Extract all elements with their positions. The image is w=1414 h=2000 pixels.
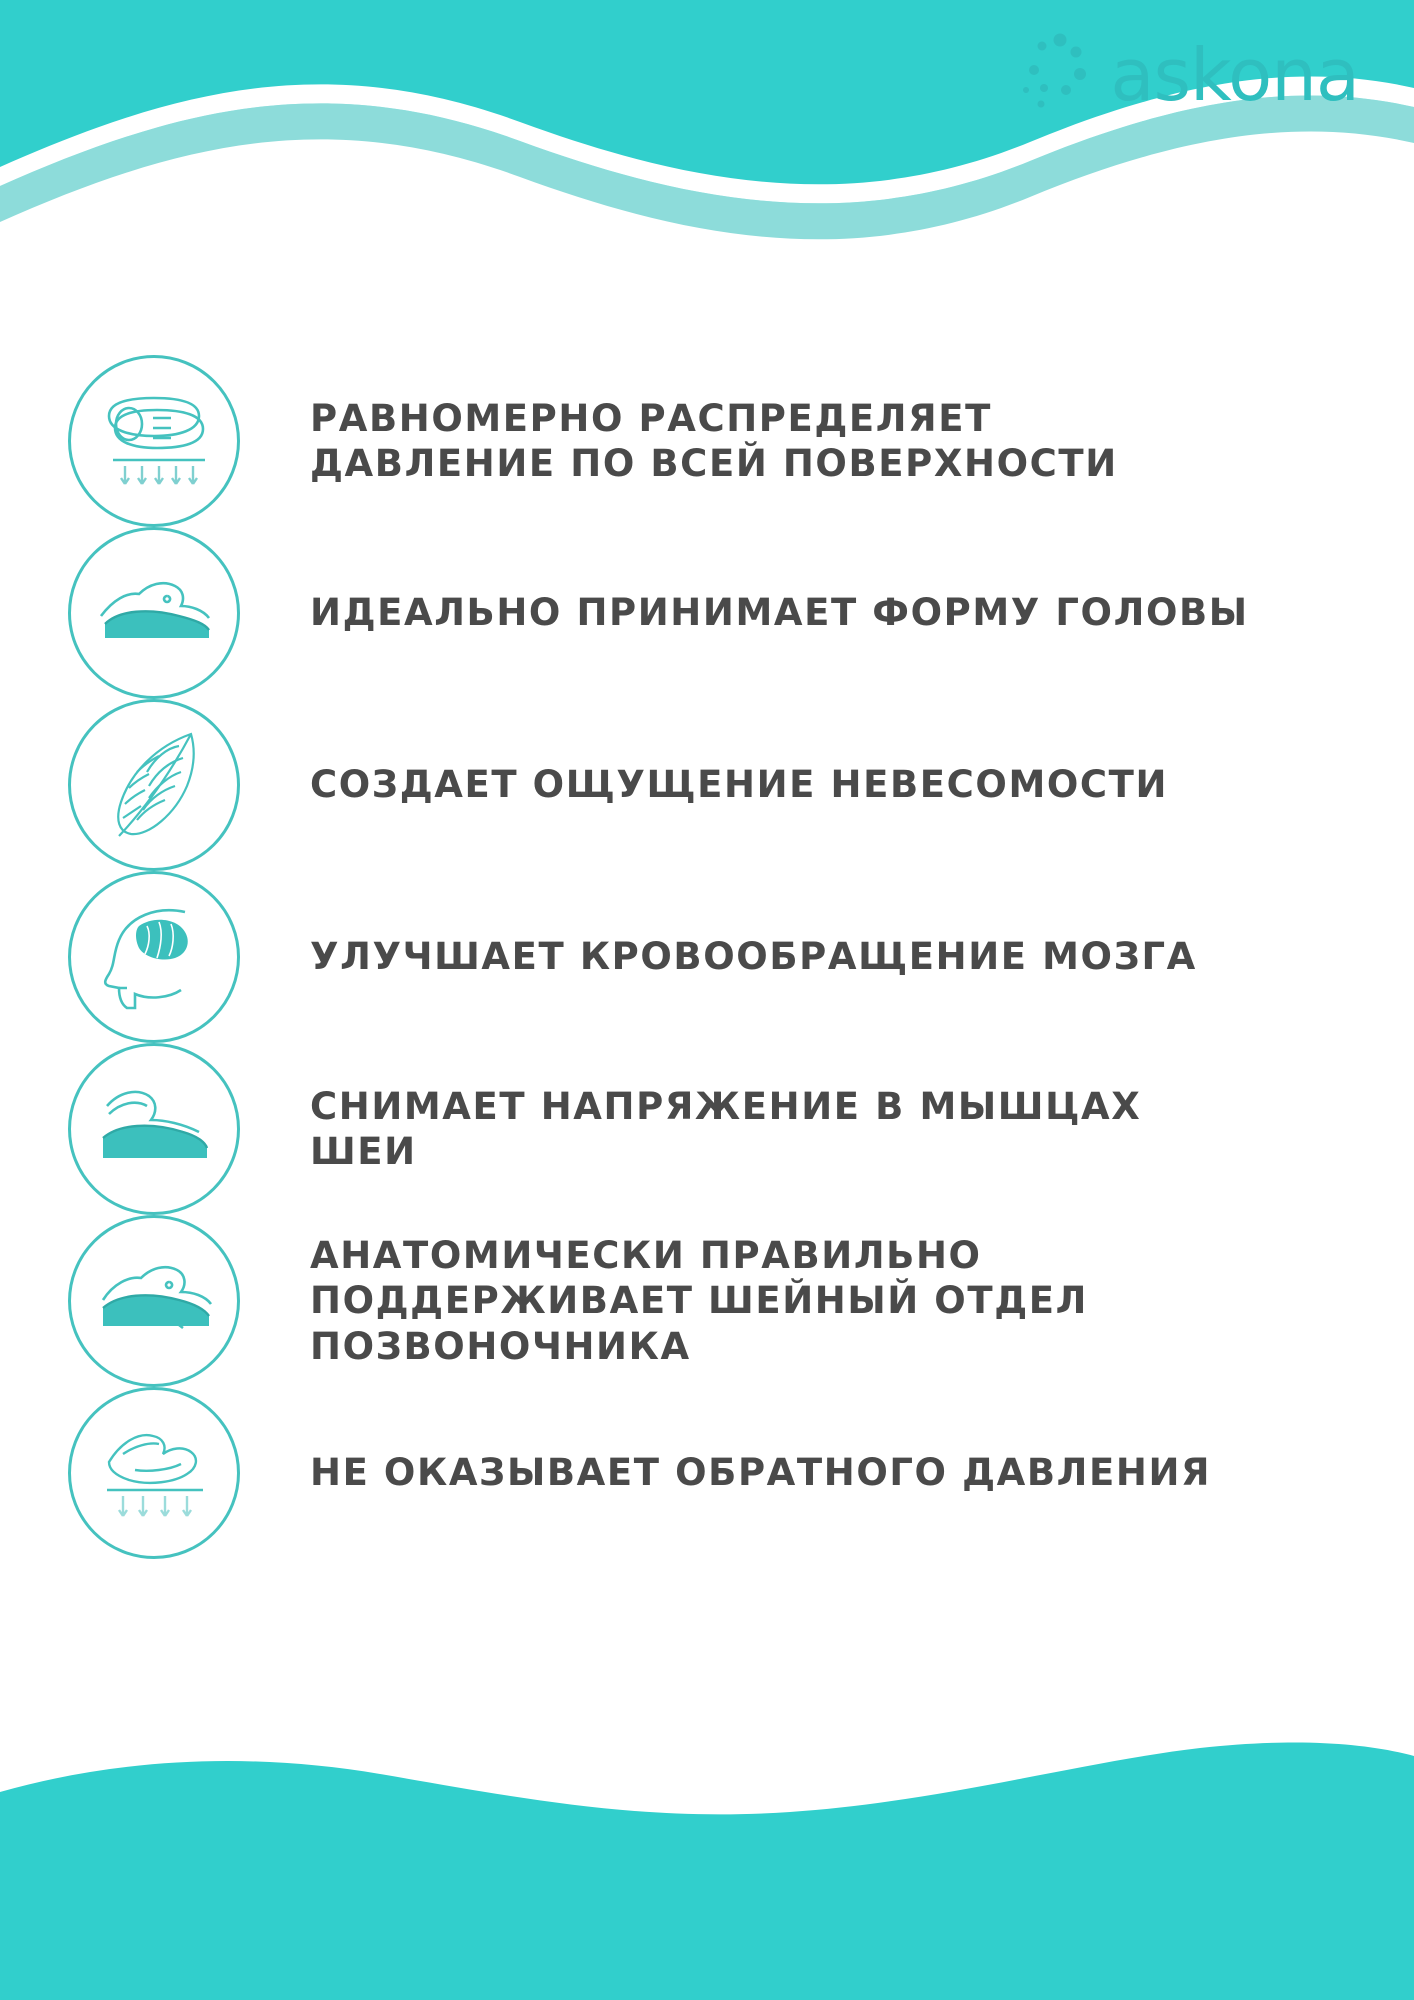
benefit-label: НЕ ОКАЗЫВАЕТ ОБРАТНОГО ДАВЛЕНИЯ <box>310 1451 1212 1495</box>
list-item <box>0 699 1414 871</box>
neck-muscles-relax-icon <box>68 1043 240 1215</box>
no-back-pressure-icon <box>68 1387 240 1559</box>
brand-logo <box>1014 30 1359 120</box>
head-on-pillow-icon <box>68 527 240 699</box>
benefit-label: УЛУЧШАЕТ КРОВООБРАЩЕНИЕ МОЗГА <box>310 935 1197 979</box>
pillow-pressure-distribution-icon <box>68 355 240 527</box>
benefit-label: ИДЕАЛЬНО ПРИНИМАЕТ ФОРМУ ГОЛОВЫ <box>310 591 1249 635</box>
benefit-label: СОЗДАЕТ ОЩУЩЕНИЕ НЕВЕСОМОСТИ <box>310 763 1169 807</box>
list-item <box>0 1043 1414 1215</box>
benefit-label: АНАТОМИЧЕСКИ ПРАВИЛЬНО ПОДДЕРЖИВАЕТ ШЕЙНЫЙ ОТДЕЛ ПОЗВОНОЧНИКА <box>310 1234 1088 1368</box>
list-item <box>0 355 1414 527</box>
list-item <box>0 871 1414 1043</box>
askona-dots-logo-icon <box>1014 30 1104 120</box>
cervical-spine-support-icon <box>68 1215 240 1387</box>
list-item <box>0 1215 1414 1387</box>
head-brain-icon <box>68 871 240 1043</box>
brand-name: askona <box>1110 33 1359 117</box>
list-item <box>0 1387 1414 1559</box>
benefit-label: РАВНОМЕРНО РАСПРЕДЕЛЯЕТ ДАВЛЕНИЕ ПО ВСЕЙ ПОВЕРХНОСТИ <box>310 396 1118 485</box>
feather-icon <box>68 699 240 871</box>
benefits-list <box>0 355 1414 1559</box>
list-item <box>0 527 1414 699</box>
benefit-label: СНИМАЕТ НАПРЯЖЕНИЕ В МЫШЦАХ ШЕИ <box>310 1084 1142 1173</box>
footer-wave-decoration <box>0 1700 1414 2000</box>
